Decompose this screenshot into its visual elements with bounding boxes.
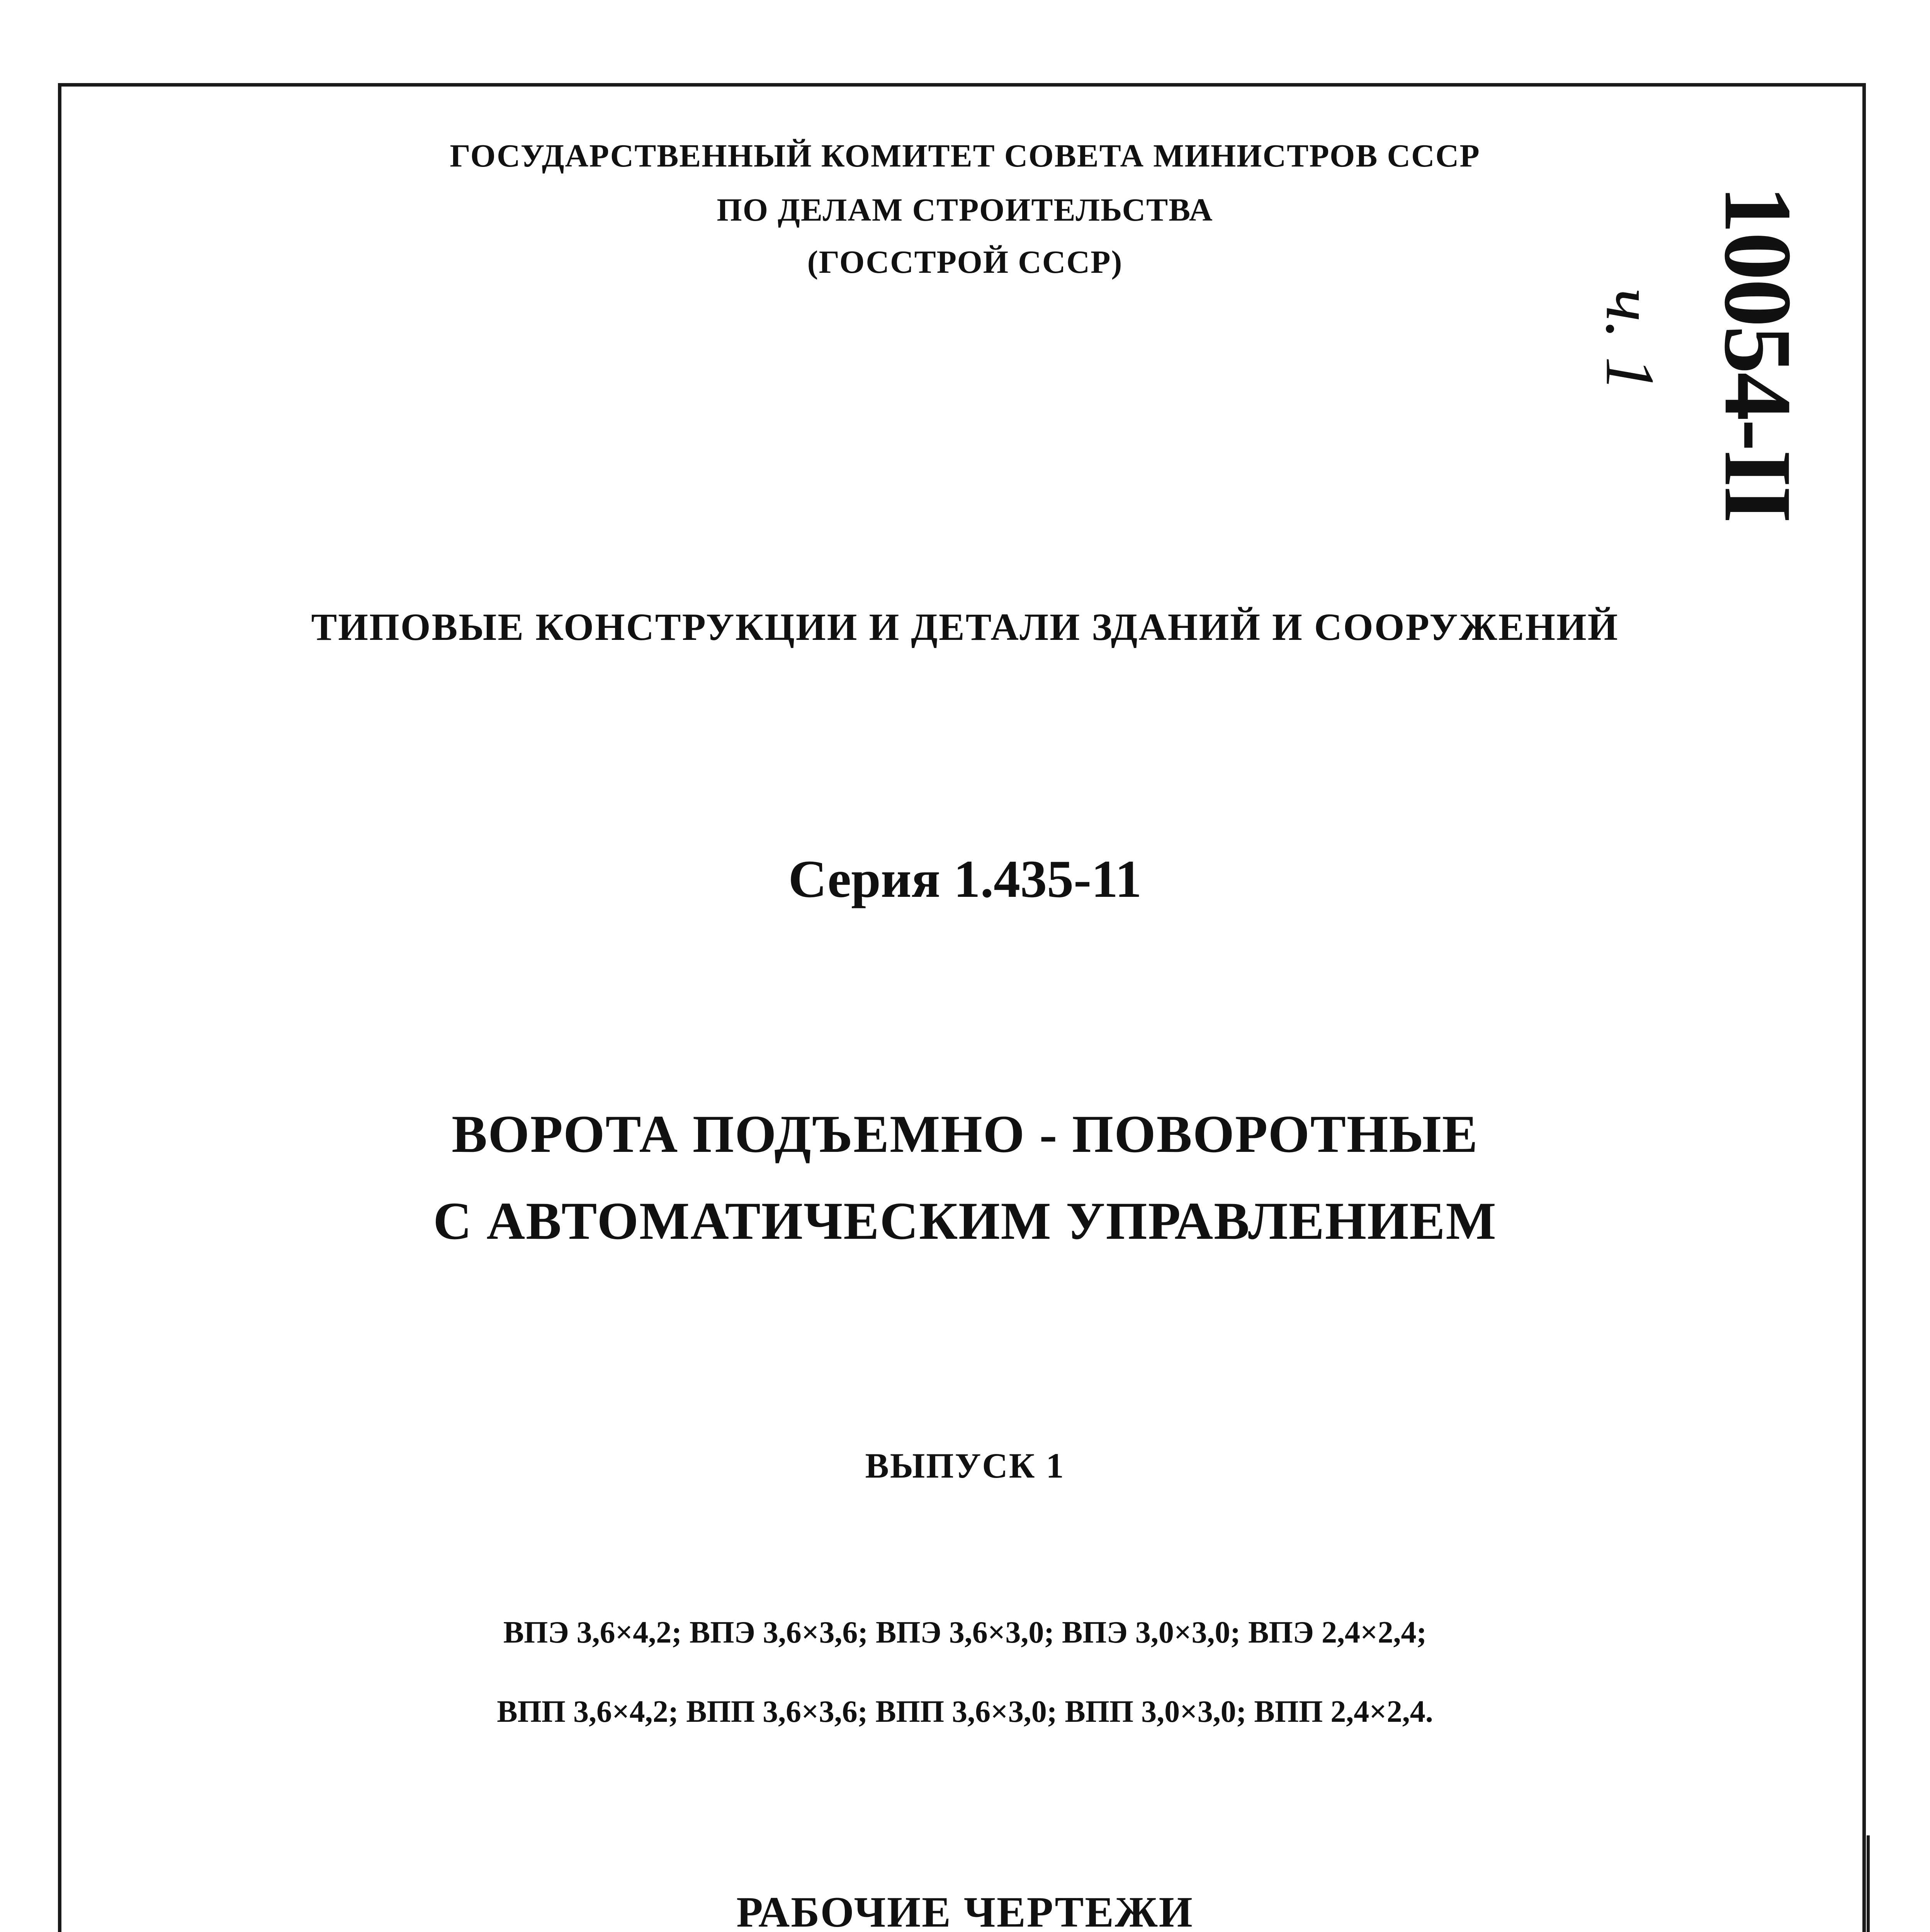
handwritten-doc-number [1669,128,1847,580]
main-title-line-2: С АВТОМАТИЧЕСКИМ УПРАВЛЕНИЕМ [433,1191,1497,1250]
models-line-2: ВПП 3,6×4,2; ВПП 3,6×3,6; ВПП 3,6×3,0; ВПП 3,0×3,0; ВПП 2,4×2,4. [497,1695,1433,1729]
handwritten-part-text: ч. 1 [1592,289,1669,391]
models-line-1: ВПЭ 3,6×4,2; ВПЭ 3,6×3,6; ВПЭ 3,6×3,0; ВПЭ 3,0×3,0; ВПЭ 2,4×2,4; [503,1616,1427,1650]
working-drawings-label: РАБОЧИЕ ЧЕРТЕЖИ [736,1888,1194,1932]
ministry-line-1: ГОСУДАРСТВЕННЫЙ КОМИТЕТ СОВЕТА МИНИСТРОВ СССР [450,138,1480,174]
handwritten-part-note [1584,240,1677,440]
category-heading: ТИПОВЫЕ КОНСТРУКЦИИ И ДЕТАЛИ ЗДАНИЙ И СООРУЖЕНИЙ [311,605,1619,648]
ministry-line-2: ПО ДЕЛАМ СТРОИТЕЛЬСТВА [717,192,1213,228]
ministry-line-3: (ГОССТРОЙ СССР) [807,244,1123,280]
series-title: Серия 1.435-11 [788,849,1142,908]
issue-label: ВЫПУСК 1 [865,1446,1065,1485]
main-title-line-1: ВОРОТА ПОДЪЕМНО - ПОВОРОТНЫЕ [452,1104,1478,1163]
handwritten-doc-number-text: 10054-II [1704,185,1811,522]
